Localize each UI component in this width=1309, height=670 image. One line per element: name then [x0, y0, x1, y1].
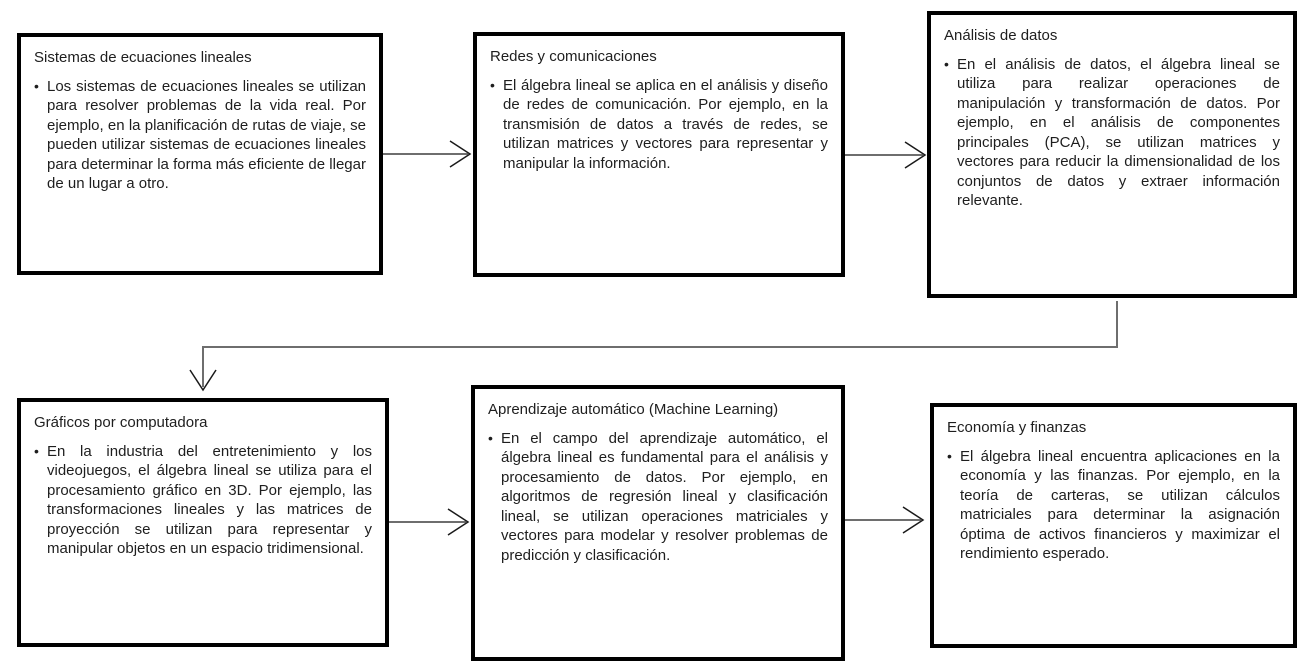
node-graficos-computadora — [17, 398, 389, 647]
node-title: Aprendizaje automático (Machine Learning) — [488, 401, 779, 418]
node-redes-comunicaciones — [473, 32, 845, 277]
bullet-text: El álgebra lineal se aplica en el análisis y diseño de redes de comunicación. Por ejemplo, en la transmisión de datos a través de redes, se utilizan matrices y vectores para representar y manipular la información. — [503, 76, 828, 172]
bullet-text: En el campo del aprendizaje automático, el álgebra lineal es fundamental para el análisis y procesamiento de datos. Por ejemplo, en algoritmos de regresión lineal y clasificación lineal, se utilizan operaciones matriciales y vectores para modelar y resolver problemas de predicción y clasificación. — [501, 429, 828, 564]
bullet-marker: • — [490, 76, 495, 93]
bullet-text: En la industria del entretenimiento y los videojuegos, el álgebra lineal se utiliza para el procesamiento gráfico en 3D. Por ejemplo, las transformaciones lineales y las matrices de proyección se utilizan para representar y manipular objetos en un espacio tridimensional. — [47, 442, 372, 557]
connector-redes-to-analisis — [845, 142, 925, 168]
bullet-marker: • — [34, 442, 39, 459]
node-title: Sistemas de ecuaciones lineales — [34, 49, 252, 66]
bullet-text: Los sistemas de ecuaciones lineales se utilizan para resolver problemas de la vida real. Por ejemplo, en la planificación de rutas de viaje, se pueden utilizar sistemas de ecuaciones lineales para determinar la forma más eficiente de llegar de un lugar a otro. — [47, 77, 366, 192]
bullet-item — [947, 447, 1280, 564]
bullet-marker: • — [488, 429, 493, 446]
connector-sistemas-to-redes — [383, 141, 470, 167]
node-title: Economía y finanzas — [947, 419, 1087, 436]
node-title: Gráficos por computadora — [34, 414, 208, 431]
bullet-marker: • — [944, 55, 949, 72]
bullet-text: El álgebra lineal encuentra aplicaciones en la economía y las finanzas. Por ejemplo, en la teoría de carteras, se utilizan cálculos matriciales para determinar la asignación óptima de activos financieros y maximizar el rendimiento esperado. — [960, 447, 1280, 562]
connector-shaft — [203, 301, 1117, 387]
node-analisis-datos — [927, 11, 1297, 298]
node-economia-finanzas — [930, 403, 1297, 648]
connector-aprendizaje-to-economia — [845, 507, 923, 533]
bullet-item — [944, 55, 1280, 211]
connector-graficos-to-aprendizaje — [389, 509, 468, 535]
bullet-item — [34, 442, 372, 559]
node-title: Análisis de datos — [944, 27, 1058, 44]
node-title: Redes y comunicaciones — [490, 48, 657, 65]
bullet-marker: • — [947, 447, 952, 464]
bullet-marker: • — [34, 77, 39, 94]
bullet-item — [488, 429, 828, 566]
node-sistemas-ecuaciones — [17, 33, 383, 275]
bullet-item — [490, 76, 828, 174]
node-aprendizaje-automatico — [471, 385, 845, 661]
bullet-item — [34, 77, 366, 194]
bullet-text: En el análisis de datos, el álgebra lineal se utiliza para realizar operaciones de manipulación y transformación de datos. Por ejemplo, en el análisis de componentes principales (PCA), se utilizan matrices y vectores para reducir la dimensionalidad de los conjuntos de datos y extraer información relevante. — [957, 55, 1280, 209]
connector-analisis-to-graficos — [190, 301, 1117, 390]
